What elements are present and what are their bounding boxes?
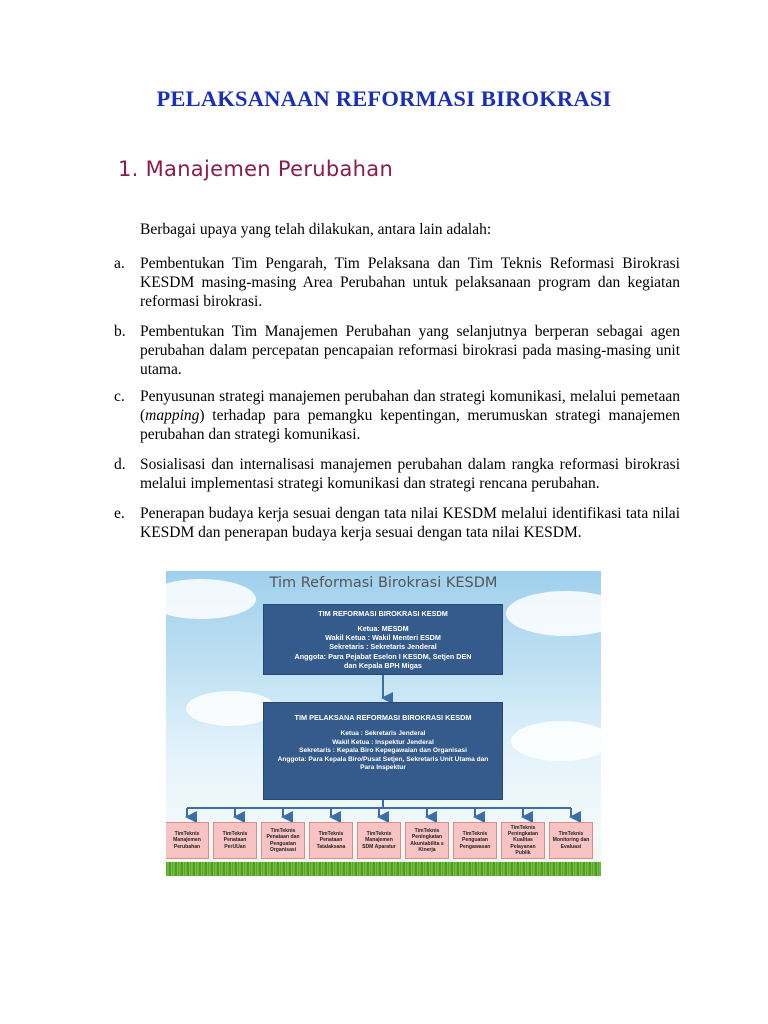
item-text: Pembentukan Tim Pengarah, Tim Pelaksana dan Tim Teknis Reformasi Birokrasi KESDM masing-masing Area Perubahan untuk pelaksanaan program dan kegiatan reformasi birokrasi.: [140, 255, 680, 310]
item-marker: d.: [114, 456, 126, 473]
item-text: [140, 387, 680, 444]
steering-team-box: [263, 604, 503, 675]
team-box: TimTeknis Penataan PerUUan: [213, 822, 257, 859]
box-line: dan Kepala BPH Migas: [344, 660, 422, 670]
item-marker: c.: [114, 388, 125, 405]
team-box: TimTeknis Penataan Tatalaksana: [309, 822, 353, 859]
list-item-d: [114, 455, 680, 493]
box-line: Ketua : Sekretaris Jenderal: [340, 730, 426, 737]
team-box: TimTeknis Peningkatan Akuntabilita s Kinerja: [405, 822, 449, 859]
list-item-c: [114, 387, 680, 444]
item-text: Sosialisasi dan internalisasi manajemen perubahan dalam rangka reformasi birokrasi melalui implementasi strategi komunikasi dan strategi rencana perubahan.: [140, 456, 680, 492]
box-line: Para Inspektur: [360, 764, 406, 772]
org-chart-figure: [166, 571, 601, 876]
box-heading: TIM PELAKSANA REFORMASI BIROKRASI KESDM: [294, 713, 472, 722]
item-text: Penerapan budaya kerja sesuai dengan tata nilai KESDM melalui identifikasi tata nilai KESDM dan penerapan budaya kerja sesuai dengan tata nilai KESDM.: [140, 505, 680, 541]
list-item-a: [114, 254, 680, 311]
item-text-italic: mapping: [145, 407, 200, 424]
team-box: TimTeknis Penguatan Pengawasan: [453, 822, 497, 859]
item-text-part: ) terhadap para pemangku kepentingan, merumuskan strategi manajemen perubahan dan strategi komunikasi.: [140, 407, 680, 443]
box-line: Anggota: Para Pejabat Eselon I KESDM, Setjen DEN: [294, 651, 472, 661]
box-line: Wakil Ketua : Wakil Menteri ESDM: [325, 633, 441, 643]
grass-strip: [166, 862, 601, 876]
list-item-e: [114, 504, 680, 542]
box-line: Sekretaris : Sekretaris Jenderal: [329, 642, 437, 652]
list-item-b: [114, 322, 680, 379]
section-heading: 1. Manajemen Perubahan: [118, 157, 394, 181]
item-text: Pembentukan Tim Manajemen Perubahan yang selanjutnya berperan sebagai agen perubahan dalam percepatan pencapaian reformasi birokrasi pada masing-masing unit utama.: [140, 323, 680, 378]
team-box: TimTeknis Peningkatan Kualitas Pelayanan Publik: [501, 822, 545, 859]
item-marker: a.: [114, 255, 125, 272]
implementing-team-box: [263, 702, 503, 800]
intro-text: Berbagai upaya yang telah dilakukan, antara lain adalah:: [140, 221, 492, 238]
item-text-part: Penyusunan strategi manajemen perubahan dan strategi komunikasi, melalui pemetaan (: [140, 388, 680, 424]
team-box: TimTeknis Monitoring dan Evaluasi: [549, 822, 593, 859]
box-line: Sekretaris : Kepala Biro Kepegawaian dan Organisasi: [299, 747, 467, 755]
item-marker: b.: [114, 323, 126, 340]
team-arrows: [187, 808, 571, 817]
box-heading: TIM REFORMASI BIROKRASI KESDM: [318, 609, 448, 618]
team-box: TimTeknis Penataan dan Penguatan Organisasi: [261, 822, 305, 859]
box-line: Wakil Ketua : Inspektur Jenderal: [332, 738, 434, 746]
page-title: PELAKSANAAN REFORMASI BIROKRASI: [156, 86, 612, 111]
figure-title: Tim Reformasi Birokrasi KESDM: [269, 575, 498, 591]
box-line: Anggota: Para Kepala Biro/Pusat Setjen, Sekretaris Unit Utama dan: [277, 755, 489, 763]
box-line: Ketua: MESDM: [357, 624, 409, 633]
team-box: TimTeknis Manajemen Perubahan: [166, 822, 209, 859]
team-box: TimTeknis Manajemen SDM Aparatur: [357, 822, 401, 859]
item-marker: e.: [114, 505, 125, 522]
